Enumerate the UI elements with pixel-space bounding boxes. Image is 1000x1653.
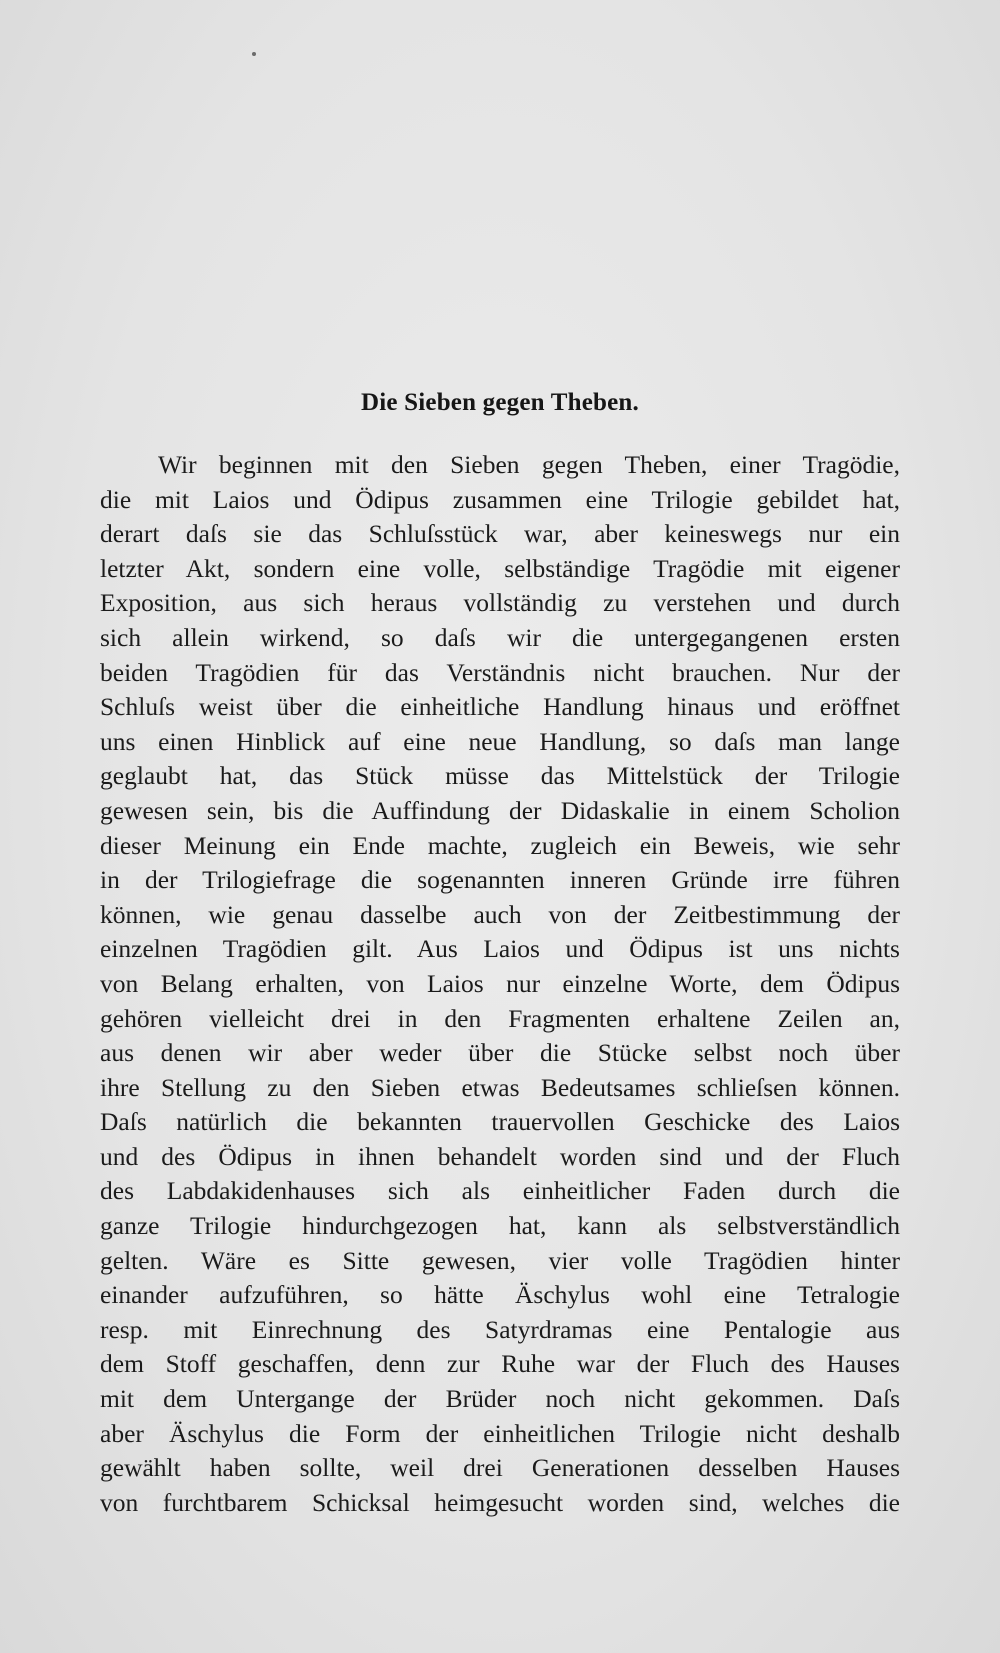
section-heading: Die Sieben gegen Theben. xyxy=(361,389,639,416)
text-line: Schluſs weist über die einheitliche Handlung hinaus und eröffnet xyxy=(100,692,900,722)
text-line: gewählt haben sollte, weil drei Generationen desselben Hauses xyxy=(100,1453,900,1483)
text-line: die mit Laios und Ödipus zusammen eine Trilogie gebildet hat, xyxy=(100,484,900,514)
text-line: mit dem Untergange der Brüder noch nicht gekommen. Daſs xyxy=(100,1384,900,1414)
text-line: beiden Tragödien für das Verständnis nicht brauchen. Nur der xyxy=(100,657,900,687)
text-line: sich allein wirkend, so daſs wir die untergegangenen ersten xyxy=(100,622,900,652)
text-line: in der Trilogiefrage die sogenannten inneren Gründe irre führen xyxy=(100,865,900,895)
text-line: dem Stoff geschaffen, denn zur Ruhe war der Fluch des Hauses xyxy=(100,1349,900,1379)
text-line: letzter Akt, sondern eine volle, selbständige Tragödie mit eigener xyxy=(100,553,900,583)
text-line: aber Äschylus die Form der einheitlichen Trilogie nicht deshalb xyxy=(100,1418,900,1448)
text-line: gehören vielleicht drei in den Fragmenten erhaltene Zeilen an, xyxy=(100,1003,900,1033)
text-line: des Labdakidenhauses sich als einheitlicher Faden durch die xyxy=(100,1176,900,1206)
text-line: Daſs natürlich die bekannten trauervollen Geschicke des Laios xyxy=(100,1107,900,1137)
text-line: ihre Stellung zu den Sieben etwas Bedeutsames schlieſsen können. xyxy=(100,1072,900,1102)
text-line: derart daſs sie das Schluſsstück war, aber keineswegs nur ein xyxy=(100,519,900,549)
body-paragraph xyxy=(100,448,900,1520)
text-line: uns einen Hinblick auf eine neue Handlung, so daſs man lange xyxy=(100,726,900,756)
text-line: ganze Trilogie hindurchgezogen hat, kann als selbstverständlich xyxy=(100,1211,900,1241)
text-line: gewesen sein, bis die Auffindung der Didaskalie in einem Scholion xyxy=(100,795,900,825)
text-line: von Belang erhalten, von Laios nur einzelne Worte, dem Ödipus xyxy=(100,968,900,998)
text-line: können, wie genau dasselbe auch von der Zeitbestimmung der xyxy=(100,899,900,929)
text-line: Exposition, aus sich heraus vollständig zu verstehen und durch xyxy=(100,588,900,618)
text-line: resp. mit Einrechnung des Satyrdramas eine Pentalogie aus xyxy=(100,1314,900,1344)
text-line: und des Ödipus in ihnen behandelt worden sind und der Fluch xyxy=(100,1141,900,1171)
text-line: aus denen wir aber weder über die Stücke selbst noch über xyxy=(100,1038,900,1068)
text-line: einander aufzuführen, so hätte Äschylus wohl eine Tetralogie xyxy=(100,1280,900,1310)
text-line: von furchtbarem Schicksal heimgesucht worden sind, welches die xyxy=(100,1487,900,1517)
text-line: gelten. Wäre es Sitte gewesen, vier volle Tragödien hinter xyxy=(100,1245,900,1275)
text-line: geglaubt hat, das Stück müsse das Mittelstück der Trilogie xyxy=(100,761,900,791)
text-line: einzelnen Tragödien gilt. Aus Laios und Ödipus ist uns nichts xyxy=(100,934,900,964)
ink-speck xyxy=(252,52,256,56)
text-line: Wir beginnen mit den Sieben gegen Theben, einer Tragödie, xyxy=(158,450,900,479)
text-line: dieser Meinung ein Ende machte, zugleich ein Beweis, wie sehr xyxy=(100,830,900,860)
